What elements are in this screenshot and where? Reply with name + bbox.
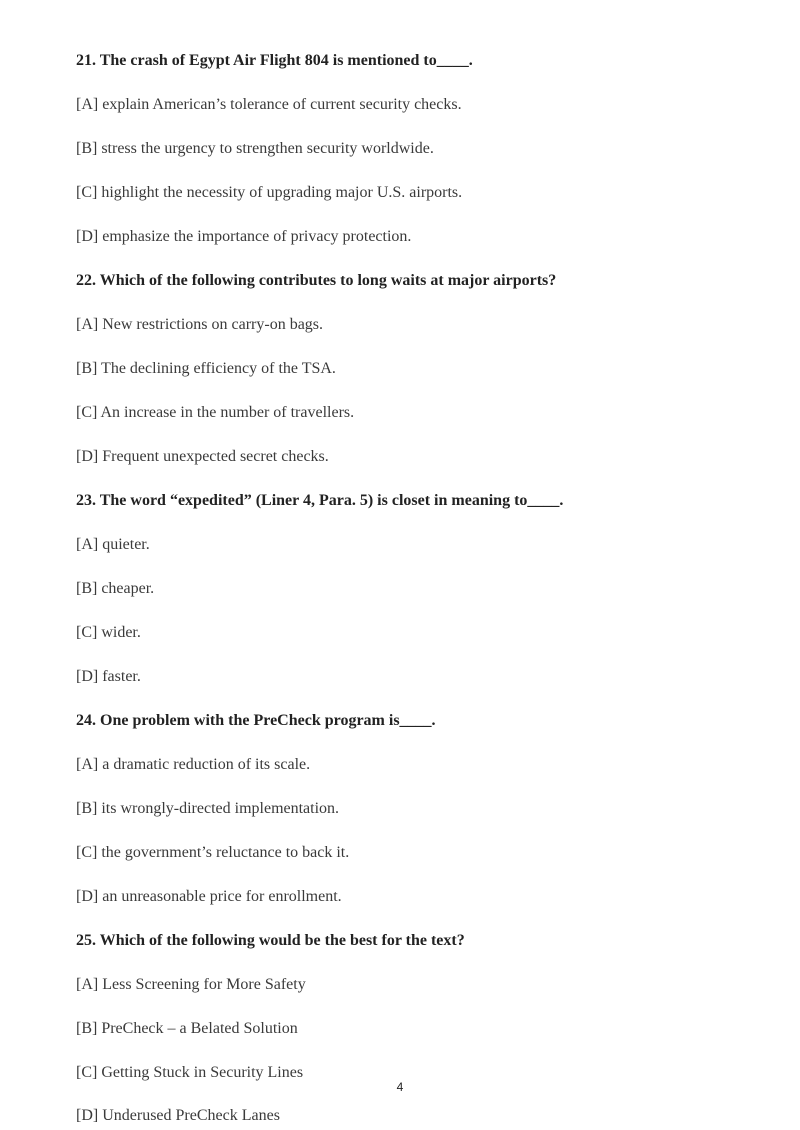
- page-number: 4: [396, 1080, 404, 1094]
- question-21-option-b: [B] stress the urgency to strengthen security worldwide.: [76, 140, 434, 157]
- question-25-option-d: [D] Underused PreCheck Lanes: [76, 1107, 280, 1124]
- question-25-option-c: [C] Getting Stuck in Security Lines: [76, 1064, 304, 1081]
- question-22-stem: 22. Which of the following contributes to long waits at major airports?: [76, 272, 557, 289]
- question-21-option-c: [C] highlight the necessity of upgrading major U.S. airports.: [76, 184, 463, 201]
- question-21-option-a: [A] explain American’s tolerance of current security checks.: [76, 96, 462, 113]
- question-25-option-a: [A] Less Screening for More Safety: [76, 976, 306, 993]
- question-24-option-b: [B] its wrongly-directed implementation.: [76, 800, 340, 817]
- question-22-option-c: [C] An increase in the number of travellers.: [76, 404, 355, 421]
- question-22-option-a: [A] New restrictions on carry-on bags.: [76, 316, 324, 333]
- question-24-option-a: [A] a dramatic reduction of its scale.: [76, 756, 311, 773]
- question-24-option-d: [D] an unreasonable price for enrollment.: [76, 888, 342, 905]
- question-23-option-d: [D] faster.: [76, 668, 141, 685]
- question-24-stem: 24. One problem with the PreCheck program is____.: [76, 712, 436, 729]
- question-23-option-a: [A] quieter.: [76, 536, 150, 553]
- question-21-stem: 21. The crash of Egypt Air Flight 804 is mentioned to____.: [76, 52, 473, 69]
- question-21-option-d: [D] emphasize the importance of privacy protection.: [76, 228, 412, 245]
- question-22-option-d: [D] Frequent unexpected secret checks.: [76, 448, 329, 465]
- question-25-option-b: [B] PreCheck – a Belated Solution: [76, 1020, 298, 1037]
- question-23-stem: 23. The word “expedited” (Liner 4, Para. 5) is closet in meaning to____.: [76, 492, 564, 509]
- question-24-option-c: [C] the government’s reluctance to back it.: [76, 844, 350, 861]
- question-25-stem: 25. Which of the following would be the best for the text?: [76, 932, 465, 949]
- question-23-option-c: [C] wider.: [76, 624, 141, 641]
- question-22-option-b: [B] The declining efficiency of the TSA.: [76, 360, 336, 377]
- question-23-option-b: [B] cheaper.: [76, 580, 155, 597]
